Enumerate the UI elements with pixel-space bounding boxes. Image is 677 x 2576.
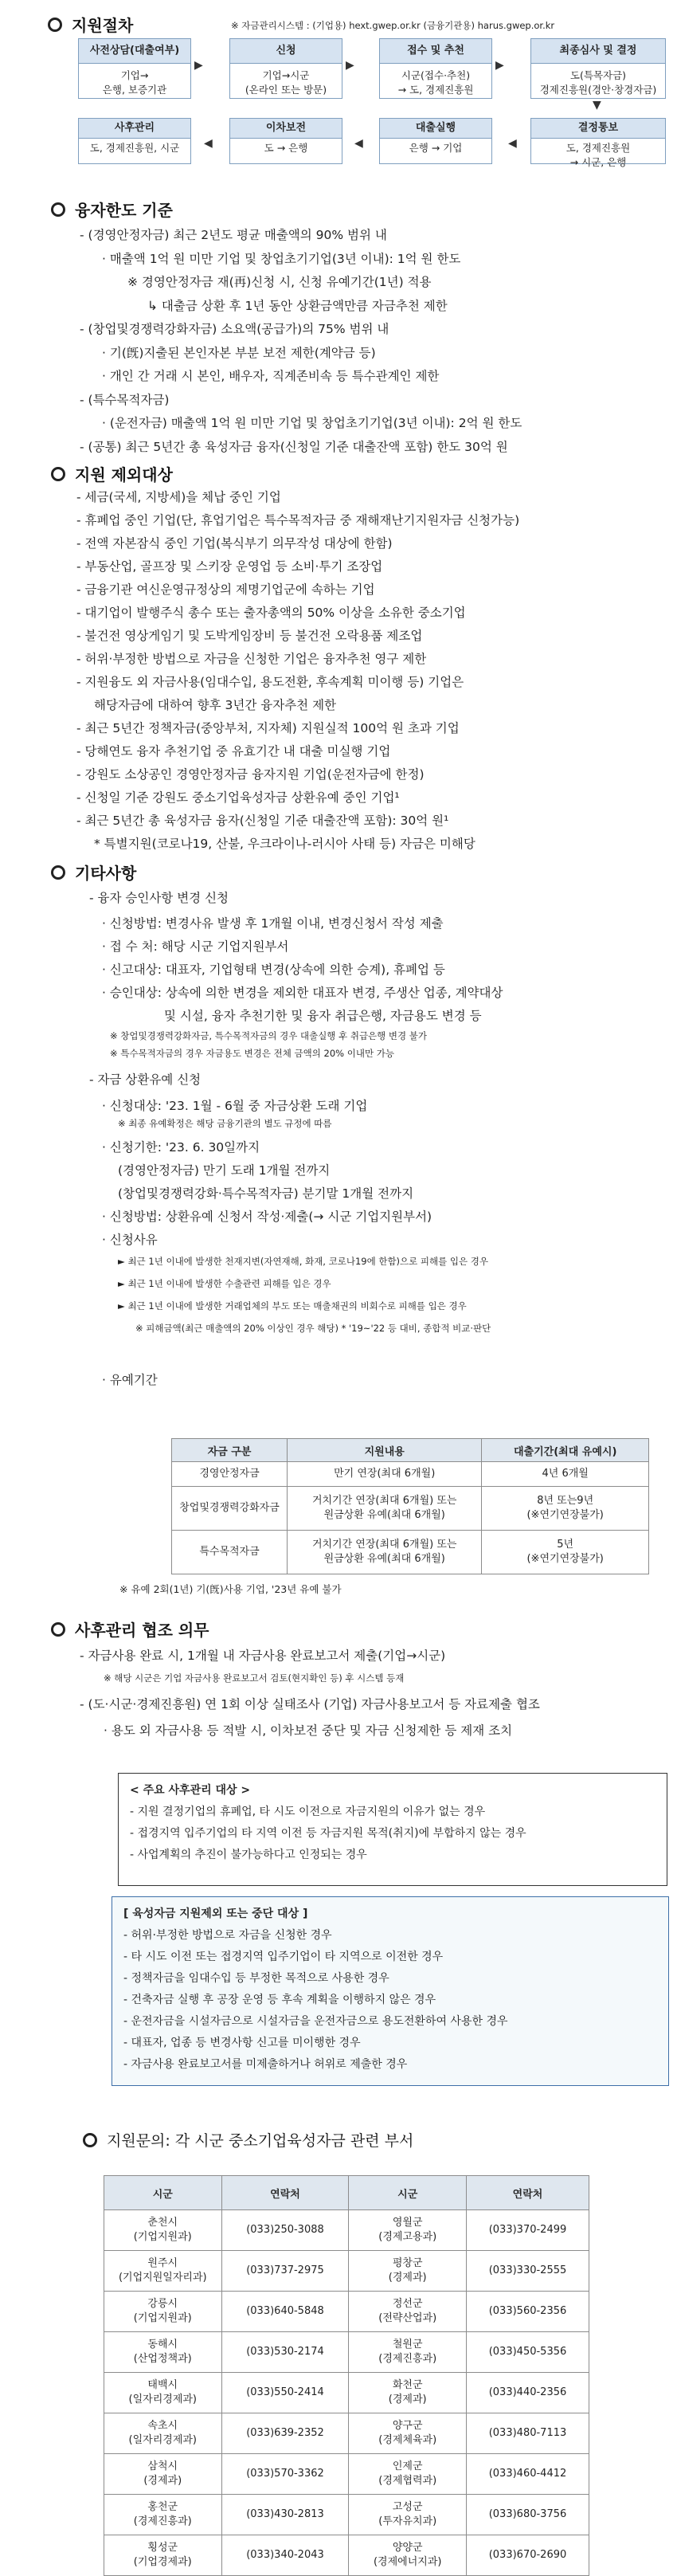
box-title: < 주요 사후관리 대상 > [130, 1784, 251, 1797]
flow-step-head: 결정통보 [531, 119, 665, 139]
flow-step-head: 신청 [230, 39, 342, 64]
grace-row [172, 1487, 649, 1531]
text-line: - 허위·부정한 방법으로 자금을 신청한 기업은 융자추천 영구 제한 [76, 652, 427, 666]
text-line: - 전액 자본잠식 중인 기업(복식부기 의무작성 대상에 한함) [76, 536, 393, 551]
flow-step-body: 도, 경제진흥원, 시군 [89, 142, 180, 154]
flow-step-head: 대출실행 [380, 119, 491, 139]
phone-cell: (033)370-2499 [466, 2210, 589, 2251]
contacts-row [104, 2495, 589, 2535]
text-line: ► 최근 1년 이내에 발생한 수출관련 피해를 입은 경우 [118, 1278, 331, 1289]
suspension-box [112, 1896, 669, 2086]
region-cell: 양양군 (경제에너지과) [349, 2535, 467, 2576]
grace-header: 대출기간(최대 유예시) [482, 1439, 649, 1462]
contacts-row [104, 2413, 589, 2454]
contacts-row [104, 2210, 589, 2251]
text-line: (경영안정자금) 만기 도래 1개월 전까지 [118, 1163, 331, 1178]
grace-header: 지원내용 [288, 1439, 482, 1462]
text-line: · 유예기간 [102, 1373, 158, 1387]
contacts-title: 지원문의: 각 시군 중소기업육성자금 관련 부서 [83, 2129, 413, 2151]
arrow-down-icon: ▼ [593, 99, 601, 112]
phone-cell: (033)737-2975 [221, 2251, 349, 2292]
text-line: ※ 경영안정자금 재(再)신청 시, 신청 유예기간(1년) 적용 [127, 275, 432, 289]
grace-row [172, 1462, 649, 1487]
text-line: - 최근 5년간 총 육성자금 융자(신청일 기준 대출잔액 포함): 30억 원¹ [76, 814, 449, 828]
grace-table [171, 1438, 649, 1574]
text-line: - 세금(국세, 지방세)을 체납 중인 기업 [76, 490, 281, 504]
contacts-header: 시군 [104, 2176, 222, 2210]
box-line: - 허위·부정한 방법으로 자금을 신청한 경우 [123, 1929, 332, 1942]
contacts-row [104, 2454, 589, 2495]
region-cell: 영월군 (경제고용과) [349, 2210, 467, 2251]
grace-cell: 4년 6개월 [482, 1462, 649, 1487]
circle-bullet-icon [83, 2133, 97, 2147]
flow-step-head: 사전상담(대출여부) [79, 39, 190, 64]
text-line: ※ 최종 유예확정은 해당 금융기관의 별도 규정에 따름 [118, 1118, 332, 1129]
flow-step [530, 38, 666, 99]
text-line: - 자금사용 완료 시, 1개월 내 자금사용 완료보고서 제출(기업→시군) [80, 1649, 446, 1663]
text-line: - 금융기관 여신운영규정상의 제명기업군에 속하는 기업 [76, 582, 375, 597]
grace-row [172, 1531, 649, 1574]
flow-step [229, 38, 342, 99]
text-line: · 기(旣)지출된 본인자본 부분 보전 제한(계약금 등) [102, 345, 376, 360]
flow-step-body: 기업→시군 (온라인 또는 방문) [245, 69, 327, 96]
phone-cell: (033)460-4412 [466, 2454, 589, 2495]
box-line: - 접경지역 입주기업의 타 지역 이전 등 자금지원 목적(취지)에 부합하지 않는 경우 [130, 1827, 526, 1840]
region-cell: 인제군 (경제협력과) [349, 2454, 467, 2495]
text-line: · 개인 간 거래 시 본인, 배우자, 직계존비속 등 특수관계인 제한 [102, 369, 440, 383]
region-cell: 양구군 (경제체육과) [349, 2413, 467, 2454]
region-cell: 평창군 (경제과) [349, 2251, 467, 2292]
phone-cell: (033)440-2356 [466, 2373, 589, 2413]
box-line: - 정책자금을 임대수입 등 부정한 목적으로 사용한 경우 [123, 1972, 389, 1985]
text-line: ► 최근 1년 이내에 발생한 천재지변(자연재해, 화재, 코로나19에 한함)으로 피해를 입은 경우 [118, 1256, 488, 1267]
grace-cell: 거치기간 연장(최대 6개월) 또는 원금상환 유예(최대 6개월) [288, 1531, 482, 1574]
text-line: - 최근 5년간 정책자금(중앙부처, 지자체) 지원실적 100억 원 초과 기업 [76, 721, 460, 735]
arrow-icon: ▶ [346, 59, 354, 72]
text-line: - 불건전 영상게임기 및 도박게임장비 등 불건전 오락용품 제조업 [76, 629, 423, 643]
region-cell: 강릉시 (기업지원과) [104, 2292, 222, 2332]
aftercare-targets-box [118, 1773, 667, 1886]
flow-step [379, 118, 492, 164]
box-line: - 타 시도 이전 또는 접경지역 입주기업이 타 지역으로 이전한 경우 [123, 1951, 444, 1963]
phone-cell: (033)550-2414 [221, 2373, 349, 2413]
box-title: [ 육성자금 지원제외 또는 중단 대상 ] [123, 1907, 308, 1920]
text-line: - (창업및경쟁력강화자금) 소요액(공급가)의 75% 범위 내 [80, 322, 389, 336]
phone-cell: (033)340-2043 [221, 2535, 349, 2576]
box-line: - 대표자, 업종 등 변경사항 신고를 미이행한 경우 [123, 2037, 361, 2049]
exclusion-title: 지원 제외대상 [51, 462, 173, 485]
text-line: ※ 창업및경쟁력강화자금, 특수목적자금의 경우 대출실행 후 취급은행 변경 불가 [110, 1030, 428, 1041]
phone-cell: (033)639-2352 [221, 2413, 349, 2454]
text-line: · (운전자금) 매출액 1억 원 미만 기업 및 창업초기기업(3년 이내): 2억 원 한도 [102, 416, 522, 430]
text-line: · 매출액 1억 원 미만 기업 및 창업초기기업(3년 이내): 1억 원 한도 [102, 251, 461, 266]
limit-title: 융자한도 기준 [51, 198, 173, 221]
contacts-row [104, 2292, 589, 2332]
region-cell: 속초시 (일자리경제과) [104, 2413, 222, 2454]
flow-step-head: 사후관리 [79, 119, 190, 139]
text-line: - 지원융도 외 자금사용(임대수입, 용도전환, 후속계획 미이행 등) 기업은 [76, 675, 464, 689]
region-cell: 화천군 (경제과) [349, 2373, 467, 2413]
flow-step [229, 118, 342, 164]
flow-step [379, 38, 492, 99]
region-cell: 삼척시 (경제과) [104, 2454, 222, 2495]
flow-step-body: 도, 경제진흥원 → 시군, 은행 [565, 142, 631, 168]
grace-cell: 거치기간 연장(최대 6개월) 또는 원금상환 유예(최대 6개월) [288, 1487, 482, 1531]
flow-step [78, 118, 191, 164]
region-cell: 철원군 (경제진흥과) [349, 2332, 467, 2373]
phone-cell: (033)680-3756 [466, 2495, 589, 2535]
text-line: · 신고대상: 대표자, 기업형태 변경(상속에 의한 승계), 휴폐업 등 [102, 963, 445, 977]
grace-note: ※ 유예 2회(1년) 기(旣)사용 기업, '23년 유예 불가 [119, 1583, 342, 1595]
text-line: - 자금 상환유예 신청 [89, 1072, 202, 1087]
region-cell: 횡성군 (기업경제과) [104, 2535, 222, 2576]
text-line: ※ 특수목적자금의 경우 자금용도 변경은 전체 금액의 20% 이내만 가능 [110, 1048, 394, 1059]
flow-step-body: 은행 → 기업 [409, 142, 463, 154]
grace-header: 자금 구분 [172, 1439, 288, 1462]
arrow-icon: ▶ [495, 59, 504, 72]
text-line: · 신청기한: '23. 6. 30일까지 [102, 1140, 260, 1155]
text-line: · 접 수 처: 해당 시군 기업지원부서 [102, 939, 289, 954]
box-line: - 건축자금 실행 후 공장 운영 등 후속 계획을 이행하지 않은 경우 [123, 1994, 436, 2006]
text-line: - (도·시군·경제진흥원) 연 1회 이상 실태조사 (기업) 자금사용보고서 등 자료제출 협조 [80, 1697, 540, 1711]
box-line: - 지원 결정기업의 휴폐업, 타 시도 이전으로 자금지원의 이유가 없는 경우 [130, 1806, 486, 1818]
grace-cell: 8년 또는9년 (※연기연장불가) [482, 1487, 649, 1531]
text-line: ※ 피해금액(최근 매출액의 20% 이상인 경우 해당) * '19~'22 등 대비, 종합적 비교·판단 [135, 1323, 491, 1334]
flow-step-head: 접수 및 추천 [380, 39, 491, 64]
flow-step [78, 38, 191, 99]
phone-cell: (033)330-2555 [466, 2251, 589, 2292]
phone-cell: (033)560-2356 [466, 2292, 589, 2332]
text-line: (창업및경쟁력강화·특수목적자금) 분기말 1개월 전까지 [118, 1186, 414, 1201]
contacts-row [104, 2332, 589, 2373]
text-line: · 신청방법: 변경사유 발생 후 1개월 이내, 변경신청서 작성 제출 [102, 916, 444, 931]
phone-cell: (033)250-3088 [221, 2210, 349, 2251]
text-line: - 신청일 기준 강원도 중소기업육성자금 상환유예 중인 기업¹ [76, 790, 400, 805]
contacts-row [104, 2251, 589, 2292]
text-line: · 신청대상: '23. 1월 - 6월 중 자금상환 도래 기업 [102, 1099, 368, 1113]
arrow-icon: ◀ [508, 137, 517, 150]
text-line: - 휴폐업 중인 기업(단, 휴업기업은 특수목적자금 중 재해재난기지원자금 신청가능) [76, 513, 520, 527]
text-line: * 특별지원(코로나19, 산불, 우크라이나-러시아 사태 등) 자금은 미해당 [94, 837, 475, 851]
region-cell: 원주시 (기업지원일자리과) [104, 2251, 222, 2292]
region-cell: 홍천군 (경제진흥과) [104, 2495, 222, 2535]
circle-bullet-icon [51, 467, 65, 481]
flow-step-body: 기업→ 은행, 보증기관 [102, 69, 167, 96]
region-cell: 고성군 (투자유치과) [349, 2495, 467, 2535]
text-line: · 신청방법: 상환유예 신청서 작성·제출(→ 시군 기업지원부서) [102, 1210, 432, 1224]
text-line: ► 최근 1년 이내에 발생한 거래업체의 부도 또는 매출채권의 비회수로 피해를 입은 경우 [118, 1300, 467, 1312]
phone-cell: (033)530-2174 [221, 2332, 349, 2373]
circle-bullet-icon [51, 202, 65, 217]
text-line: 및 시설, 융자 추천기한 및 융자 취급은행, 자금용도 변경 등 [164, 1009, 482, 1023]
grace-cell: 특수목적자금 [172, 1531, 288, 1574]
arrow-icon: ▶ [194, 59, 203, 72]
text-line: - (공통) 최근 5년간 총 육성자금 융자(신청일 기준 대출잔액 포함) 한도 30억 원 [80, 439, 508, 454]
text-line: - 강원도 소상공인 경영안정자금 융자지원 기업(운전자금에 한정) [76, 767, 425, 782]
text-line: - (특수목적자금) [80, 392, 170, 407]
contacts-row [104, 2535, 589, 2576]
text-line: - 부동산업, 골프장 및 스키장 운영업 등 소비·투기 조장업 [76, 559, 383, 574]
region-cell: 춘천시 (기업지원과) [104, 2210, 222, 2251]
text-line: - 대기업이 발행주식 총수 또는 출자총액의 50% 이상을 소유한 중소기업 [76, 606, 466, 620]
phone-cell: (033)430-2813 [221, 2495, 349, 2535]
contacts-row [104, 2373, 589, 2413]
text-line: ↳ 대출금 상환 후 1년 동안 상환금액만큼 자금추천 제한 [147, 298, 448, 313]
contacts-header: 연락처 [466, 2176, 589, 2210]
grace-cell: 경영안정자금 [172, 1462, 288, 1487]
text-line: - 당해연도 융자 추천기업 중 유효기간 내 대출 미실행 기업 [76, 744, 391, 759]
region-cell: 정선군 (전략산업과) [349, 2292, 467, 2332]
aftercare-title: 사후관리 협조 의무 [51, 1617, 209, 1641]
box-line: - 자금사용 완료보고서를 미제출하거나 허위로 제출한 경우 [123, 2058, 408, 2071]
text-line: 해당자금에 대하여 향후 3년간 융자추천 제한 [94, 698, 337, 712]
text-line: - 융자 승인사항 변경 신청 [89, 891, 229, 905]
flow-step-body: 도 → 은행 [264, 142, 308, 154]
grace-cell: 창업및경쟁력강화자금 [172, 1487, 288, 1531]
flow-step-head: 최종심사 및 결정 [531, 39, 665, 64]
flow-step-body: 도(특목자금) 경제진흥원(경안·창경자금) [539, 69, 657, 96]
circle-bullet-icon [51, 1622, 65, 1637]
text-line: · 용도 외 자금사용 등 적발 시, 이차보전 중단 및 자금 신청제한 등 제재 조치 [104, 1723, 513, 1738]
grace-cell: 5년 (※연기연장불가) [482, 1531, 649, 1574]
text-line: ※ 해당 시군은 기업 자금사용 완료보고서 검토(현지확인 등) 후 시스템 등재 [104, 1672, 405, 1684]
procedure-title: 지원절차 [48, 13, 133, 36]
text-line: - (경영안정자금) 최근 2년도 평균 매출액의 90% 범위 내 [80, 228, 387, 242]
phone-cell: (033)480-7113 [466, 2413, 589, 2454]
system-note: ※ 자금관리시스템 : (기업용) hext.gwep.or.kr (금융기관용) harus.gwep.or.kr [231, 20, 555, 31]
region-cell: 동해시 (산업정책과) [104, 2332, 222, 2373]
region-cell: 태백시 (일자리경제과) [104, 2373, 222, 2413]
box-line: - 운전자금을 시설자금으로 시설자금을 운전자금으로 용도전환하여 사용한 경우 [123, 2015, 508, 2028]
phone-cell: (033)570-3362 [221, 2454, 349, 2495]
flow-step [530, 118, 666, 168]
grace-cell: 만기 연장(최대 6개월) [288, 1462, 482, 1487]
phone-cell: (033)640-5848 [221, 2292, 349, 2332]
phone-cell: (033)670-2690 [466, 2535, 589, 2576]
flow-step-body: 시군(접수·추천) → 도, 경제진흥원 [397, 69, 474, 96]
contacts-table [104, 2175, 589, 2576]
contacts-header: 시군 [349, 2176, 467, 2210]
arrow-icon: ◀ [204, 137, 213, 150]
phone-cell: (033)450-5356 [466, 2332, 589, 2373]
text-line: · 승인대상: 상속에 의한 변경을 제외한 대표자 변경, 주생산 업종, 계약대상 [102, 986, 503, 1000]
flow-step-head: 이차보전 [230, 119, 342, 139]
arrow-icon: ◀ [354, 137, 363, 150]
circle-bullet-icon [48, 18, 62, 32]
other-title: 기타사항 [51, 861, 136, 884]
contacts-header: 연락처 [221, 2176, 349, 2210]
circle-bullet-icon [51, 865, 65, 880]
text-line: · 신청사유 [102, 1233, 158, 1247]
box-line: - 사업계획의 추진이 불가능하다고 인정되는 경우 [130, 1849, 367, 1861]
